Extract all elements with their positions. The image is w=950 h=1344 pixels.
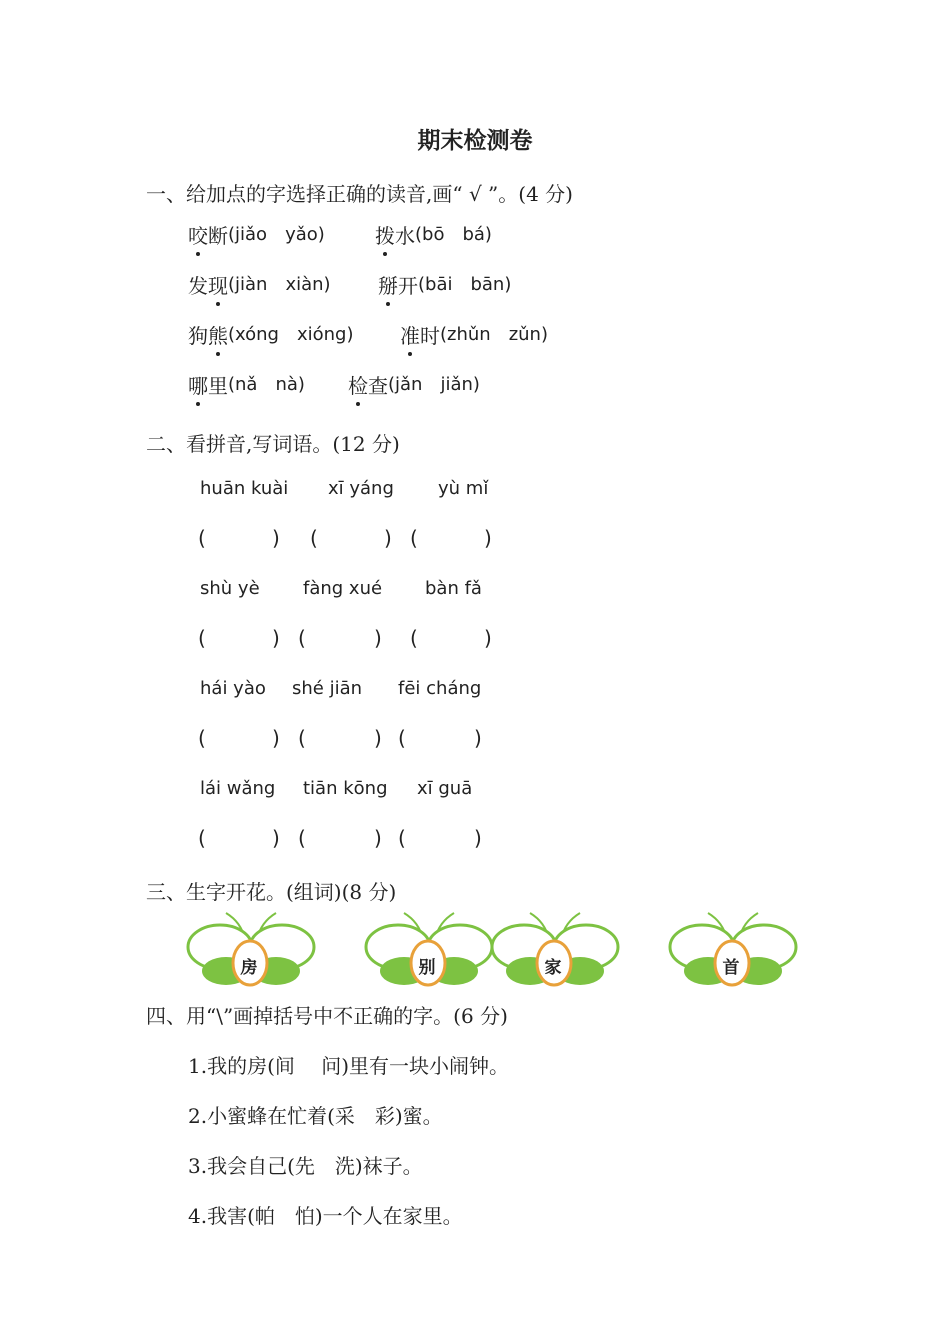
flower-char: 房 (240, 957, 258, 978)
bracket-open: ( (298, 626, 306, 650)
reading-item (188, 270, 331, 299)
dotted-char: 现 (208, 270, 228, 299)
word-char: 断 (208, 224, 228, 248)
bracket-close: ) (374, 826, 382, 850)
word-flower (186, 905, 316, 991)
word-char: 查 (368, 374, 388, 398)
bracket-close: ) (374, 726, 382, 750)
dotted-char: 检 (348, 370, 368, 399)
bracket-open: ( (198, 726, 206, 750)
pinyin-word: huān kuài (200, 478, 289, 499)
bracket-close: ) (474, 826, 482, 850)
dotted-char: 哪 (188, 370, 208, 399)
sentence-3: 3.我会自己(先 洗)袜子。 (188, 1154, 423, 1178)
bracket-open: ( (410, 626, 418, 650)
bracket-open: ( (198, 526, 206, 550)
pinyin-options: (jiàn xiàn) (228, 274, 331, 295)
bracket-open: ( (310, 526, 318, 550)
pinyin-options: (zhǔn zǔn) (440, 324, 548, 345)
pinyin-word: shé jiān (292, 678, 363, 699)
bracket-open: ( (198, 626, 206, 650)
dotted-char: 熊 (208, 320, 228, 349)
pinyin-word: fēi cháng (398, 678, 482, 699)
pinyin-word: bàn fǎ (425, 578, 482, 599)
bracket-close: ) (272, 726, 280, 750)
bracket-close: ) (484, 626, 492, 650)
bracket-close: ) (474, 726, 482, 750)
word-char: 时 (420, 324, 440, 348)
bracket-close: ) (272, 526, 280, 550)
bracket-open: ( (298, 826, 306, 850)
sentence-1: 1.我的房(间 问)里有一块小闹钟。 (188, 1054, 510, 1078)
dotted-char: 咬 (188, 220, 208, 249)
word-flower (364, 905, 494, 991)
pinyin-word: xī guā (417, 778, 473, 799)
reading-item (188, 220, 325, 249)
section-1-heading: 一、给加点的字选择正确的读音,画“ √ ”。(4 分) (146, 182, 573, 206)
word-char: 发 (188, 274, 208, 298)
flower-char: 首 (722, 957, 740, 978)
flower-char: 别 (418, 957, 436, 978)
word-char: 水 (395, 224, 415, 248)
word-char: 里 (208, 374, 228, 398)
pinyin-options: (nǎ nà) (228, 374, 305, 395)
bracket-open: ( (398, 826, 406, 850)
reading-item (188, 370, 305, 399)
section-4-heading: 四、用“\”画掉括号中不正确的字。(6 分) (146, 1004, 508, 1028)
section-3-heading: 三、生字开花。(组词)(8 分) (146, 880, 397, 904)
bracket-open: ( (298, 726, 306, 750)
bracket-close: ) (272, 626, 280, 650)
pinyin-word: yù mǐ (438, 478, 489, 499)
section-2-heading: 二、看拼音,写词语。(12 分) (146, 432, 400, 456)
page-title: 期末检测卷 (417, 127, 533, 154)
sentence-4: 4.我害(帕 怕)一个人在家里。 (188, 1204, 463, 1228)
dotted-char: 掰 (378, 270, 398, 299)
pinyin-word: tiān kōng (303, 778, 388, 799)
pinyin-options: (jiǎo yǎo) (228, 224, 325, 245)
bracket-close: ) (484, 526, 492, 550)
word-char: 开 (398, 274, 418, 298)
pinyin-word: fàng xué (303, 578, 383, 599)
word-char: 狗 (188, 324, 208, 348)
pinyin-word: xī yáng (328, 478, 394, 499)
reading-item (188, 320, 354, 349)
reading-item (400, 320, 548, 349)
sentence-2: 2.小蜜蜂在忙着(采 彩)蜜。 (188, 1104, 443, 1128)
pinyin-word: lái wǎng (200, 778, 276, 799)
dotted-char: 准 (400, 320, 420, 349)
word-flower (668, 905, 798, 991)
reading-item (375, 220, 492, 249)
bracket-open: ( (198, 826, 206, 850)
bracket-close: ) (272, 826, 280, 850)
flower-char: 家 (544, 957, 562, 978)
bracket-close: ) (384, 526, 392, 550)
pinyin-word: hái yào (200, 678, 266, 699)
bracket-open: ( (410, 526, 418, 550)
pinyin-options: (bō bá) (415, 224, 492, 245)
pinyin-options: (xóng xióng) (228, 324, 354, 345)
pinyin-options: (jǎn jiǎn) (388, 374, 480, 395)
reading-item (378, 270, 511, 299)
bracket-close: ) (374, 626, 382, 650)
bracket-open: ( (398, 726, 406, 750)
reading-item (348, 370, 480, 399)
pinyin-options: (bāi bān) (418, 274, 512, 295)
word-flower (490, 905, 620, 991)
pinyin-word: shù yè (200, 578, 260, 599)
dotted-char: 拨 (375, 220, 395, 249)
